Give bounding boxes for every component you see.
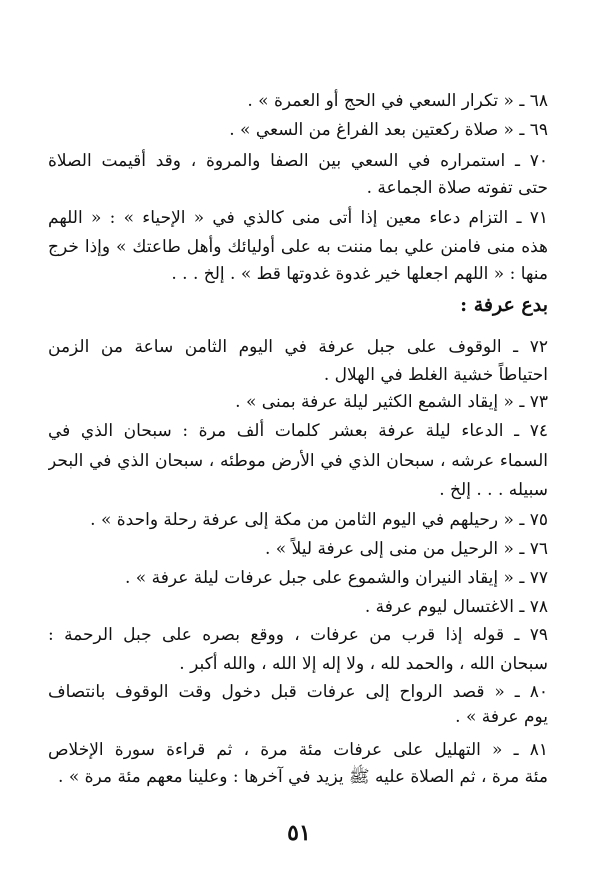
page-number: ٥١ [287,820,311,846]
text-line: حتى تفوته صلاة الجماعة . [366,178,548,198]
text-line: ٧٥ ـ « رحيلهم في اليوم الثامن من مكة إلى عرفة رحلة واحدة » . [90,510,548,530]
text-line: ٦٨ ـ « تكرار السعي في الحج أو العمرة » . [247,91,548,111]
text-line: هذه منى فامنن علي بما مننت به على أوليائك وأهل طاعتك » وإذا خرج [48,237,548,257]
text-line: منها : « اللهم اجعلها خير غدوة غدوتها قط » . إلخ . . . [171,264,548,284]
text-line: ٨٠ ـ « قصد الرواح إلى عرفات قبل دخول وقت الوقوف بانتصاف [48,682,548,702]
text-line: ٨١ ـ « التهليل على عرفات مئة مرة ، ثم قراءة سورة الإخلاص [48,740,548,760]
text-line: السماء عرشه ، سبحان الذي في الأرض موطئه ، سبحان الذي في البحر [48,451,548,471]
text-line: ٧٦ ـ « الرحيل من منى إلى عرفة ليلاً » . [264,539,548,559]
text-line: ٧٠ ـ استمراره في السعي بين الصفا والمروة ، وقد أقيمت الصلاة [48,151,548,171]
text-line: ٧١ ـ التزام دعاء معين إذا أتى منى كالذي في « الإحياء » : « اللهم [48,208,548,228]
text-line: ٧٩ ـ قوله إذا قرب من عرفات ، ووقع بصره على جبل الرحمة : [48,625,548,645]
text-line: ٧٨ ـ الاغتسال ليوم عرفة . [364,597,548,617]
text-line: احتياطاً خشية الغلط في الهلال . [323,365,548,385]
section-heading: بدع عرفة : [460,294,548,316]
text-line: ٧٤ ـ الدعاء ليلة عرفة بعشر كلمات ألف مرة : سبحان الذي في [48,421,548,441]
text-line: ٧٧ ـ « إيقاد النيران والشموع على جبل عرفات ليلة عرفة » . [125,568,548,588]
text-line: سبحان الله ، والحمد لله ، ولا إله إلا الله ، والله أكبر . [179,654,548,674]
text-line: ٧٣ ـ « إيقاد الشمع الكثير ليلة عرفة بمنى » . [235,392,548,412]
text-line: ٧٢ ـ الوقوف على جبل عرفة في اليوم الثامن ساعة من الزمن [48,337,548,357]
text-line: يوم عرفة » . [455,707,548,727]
text-line: مئة مرة ، ثم الصلاة عليه ﷺ يزيد في آخرها : وعلينا معهم مئة مرة » . [58,767,548,787]
text-line: سبيله . . . إلخ . [439,480,548,500]
text-line: ٦٩ ـ « صلاة ركعتين بعد الفراغ من السعي » . [229,120,548,140]
